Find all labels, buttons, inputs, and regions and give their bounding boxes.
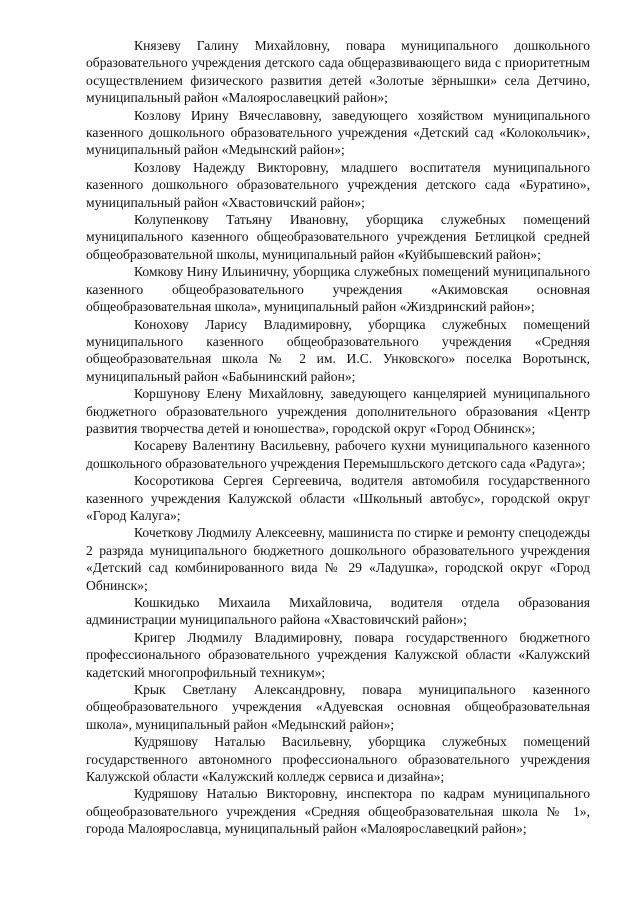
entry-kryk: Крык Светлану Александровну, повара муниципального казенного общеобразовательного учреждения «Адуевская основная общеобразовательная школа», муниципальный район «Медынский район»; (86, 682, 590, 732)
entry-kochetkova: Кочеткову Людмилу Алексеевну, машиниста по стирке и ремонту спецодежды 2 разряда муниципального бюджетного дошкольного образовательного учреждения «Детский сад комбинированного вида № 29 «Ладушка», городской округ «Город Обнинск»; (86, 525, 590, 593)
entry-koshkidko: Кошкидько Михаила Михайловича, водителя отдела образования администрации муниципального района «Хвастовичский район»; (86, 595, 590, 628)
entry-konokhova: Конохову Ларису Владимировну, уборщика служебных помещений муниципального казенного общеобразовательного учреждения «Средняя общеобразовательная школа № 2 им. И.С. Унковского» поселка Воротынск, муниципальный район «Бабынинский район»; (86, 316, 590, 384)
entry-kosareva: Косареву Валентину Васильевну, рабочего кухни муниципального казенного дошкольного образовательного учреждения Перемышльского детского сада «Радуга»; (86, 438, 590, 471)
entry-kriger: Кригер Людмилу Владимировну, повара государственного бюджетного профессионального образовательного учреждения Калужской области «Калужский кадетский многопрофильный техникум»; (86, 629, 590, 680)
document-page (86, 37, 590, 838)
entry-kolupenkova: Колупенкову Татьяну Ивановну, уборщика служебных помещений муниципального казенного общеобразовательного учреждения Бетлицкой средней общеобразовательной школы, муниципальный район «Куйбышевский район»; (86, 212, 590, 262)
entry-kozlova-irina: Козлову Ирину Вячеславовну, заведующего хозяйством муниципального казенного дошкольного образовательного учреждения «Детский сад «Колокольчик», муниципальный район «Медынский район»; (86, 107, 590, 158)
entry-kudryashova-vasilievna: Кудряшову Наталью Васильевну, уборщика служебных помещений государственного автономного профессионального образовательного учреждения Калужской области «Калужский колледж сервиса и дизайна»; (86, 734, 590, 785)
entry-komkova: Комкову Нину Ильиничну, уборщика служебных помещений муниципального казенного общеобразовательного учреждения «Акимовская основная общеобразовательная школа», муниципальный район «Жиздринский район»; (86, 264, 590, 315)
entry-korshunova: Коршунову Елену Михайловну, заведующего канцелярией муниципального бюджетного образовательного учреждения дополнительного образования «Центр развития творчества детей и юношества», городской округ «Город Обнинск»; (86, 386, 590, 436)
entry-knyazeva: Князеву Галину Михайловну, повара муниципального дошкольного образовательного учреждения детского сада общеразвивающего вида с приоритетным осуществлением физического развития детей «Золотые зёрнышки» села Детчино, муниципальный район «Малоярославецкий район»; (86, 38, 590, 106)
entry-kudryashova-viktorovna: Кудряшову Наталью Викторовну, инспектора по кадрам муниципального общеобразовательного учреждения «Средняя общеобразовательная школа № 1», города Малоярославца, муниципальный район «Малоярославецкий район»; (86, 786, 590, 837)
entry-kosorotikov: Косоротикова Сергея Сергеевича, водителя автомобиля государственного казенного учреждения Калужской области «Школьный автобус», городской округ «Город Калуга»; (86, 473, 590, 523)
entry-kozlova-nadezhda: Козлову Надежду Викторовну, младшего воспитателя муниципального казенного дошкольного образовательного учреждения детского сада «Буратино», муниципальный район «Хвастовичский район»; (86, 159, 590, 210)
